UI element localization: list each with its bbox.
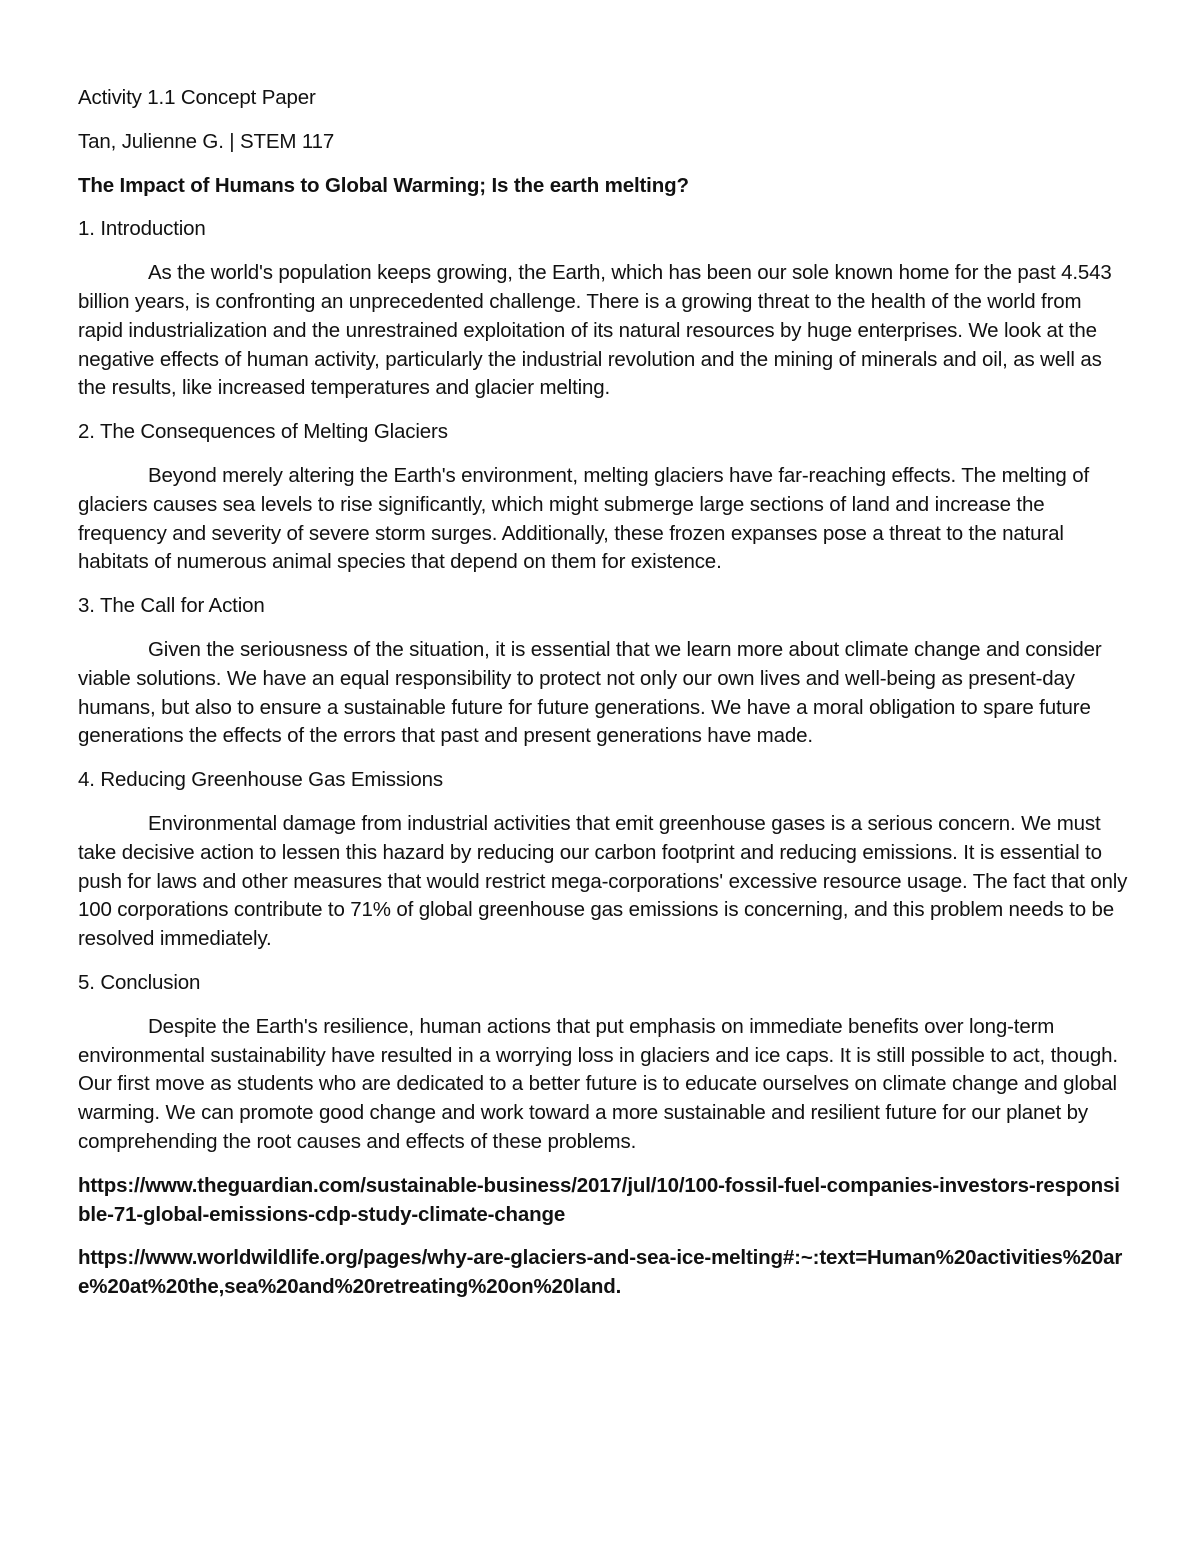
section-body-consequences: Beyond merely altering the Earth's environment, melting glaciers have far-reaching effects. The melting of glaciers causes sea levels to rise significantly, which might submerge large sections of land and increase the frequency and severity of severe storm surges. Additionally, these frozen expanses pose a threat to the natural habitats of numerous animal species that depend on them for existence. — [78, 463, 1089, 574]
section-heading-consequences: 2. The Consequences of Melting Glaciers — [78, 420, 448, 444]
section-heading-introduction: 1. Introduction — [78, 217, 206, 241]
paper-title: The Impact of Humans to Global Warming; Is the earth melting? — [78, 173, 689, 197]
document-page — [78, 84, 1128, 1317]
section-heading-reducing-emissions: 4. Reducing Greenhouse Gas Emissions — [78, 768, 443, 792]
section-body-reducing-emissions: Environmental damage from industrial activities that emit greenhouse gases is a serious concern. We must take decisive action to lessen this hazard by reducing our carbon footprint and reducing emissions. It is essential to push for laws and other measures that would restrict mega-corporations' excessive resource usage. The fact that only 100 corporations contribute to 71% of global greenhouse gas emissions is concerning, and this problem needs to be resolved immediately. — [78, 811, 1128, 951]
reference-link-wwf[interactable]: https://www.worldwildlife.org/pages/why-are-glaciers-and-sea-ice-melting#:~:text=Human%20activities%20are%20at%20the,sea%20and%20retreating%20on%20land. — [78, 1246, 1123, 1299]
author-line: Tan, Julienne G. | STEM 117 — [78, 129, 335, 153]
section-body-conclusion: Despite the Earth's resilience, human actions that put emphasis on immediate benefits over long-term environmental sustainability have resulted in a worrying loss in glaciers and ice caps. It is still possible to act, though. Our first move as students who are dedicated to a better future is to educate ourselves on climate change and global warming. We can promote good change and work toward a more sustainable and resilient future for our planet by comprehending the root causes and effects of these problems. — [78, 1014, 1118, 1153]
section-body-call-for-action: Given the seriousness of the situation, it is essential that we learn more about climate change and consider viable solutions. We have an equal responsibility to protect not only our own lives and well-being as present-day humans, but also to ensure a sustainable future for future generations. We have a moral obligation to spare future generations the effects of the errors that past and present generations have made. — [78, 637, 1102, 748]
section-body-introduction: As the world's population keeps growing, the Earth, which has been our sole known home for the past 4.543 billion years, is confronting an unprecedented challenge. There is a growing threat to the health of the world from rapid industrialization and the unrestrained exploitation of its natural resources by huge enterprises. We look at the negative effects of human activity, particularly the industrial revolution and the mining of minerals and oil, as well as the results, like increased temperatures and glacier melting. — [78, 261, 1112, 400]
section-heading-call-for-action: 3. The Call for Action — [78, 594, 265, 618]
activity-label: Activity 1.1 Concept Paper — [78, 86, 316, 109]
reference-link-guardian[interactable]: https://www.theguardian.com/sustainable-business/2017/jul/10/100-fossil-fuel-companies-investors-responsible-71-global-emissions-cdp-study-climate-change — [78, 1173, 1120, 1226]
section-heading-conclusion: 5. Conclusion — [78, 970, 201, 994]
